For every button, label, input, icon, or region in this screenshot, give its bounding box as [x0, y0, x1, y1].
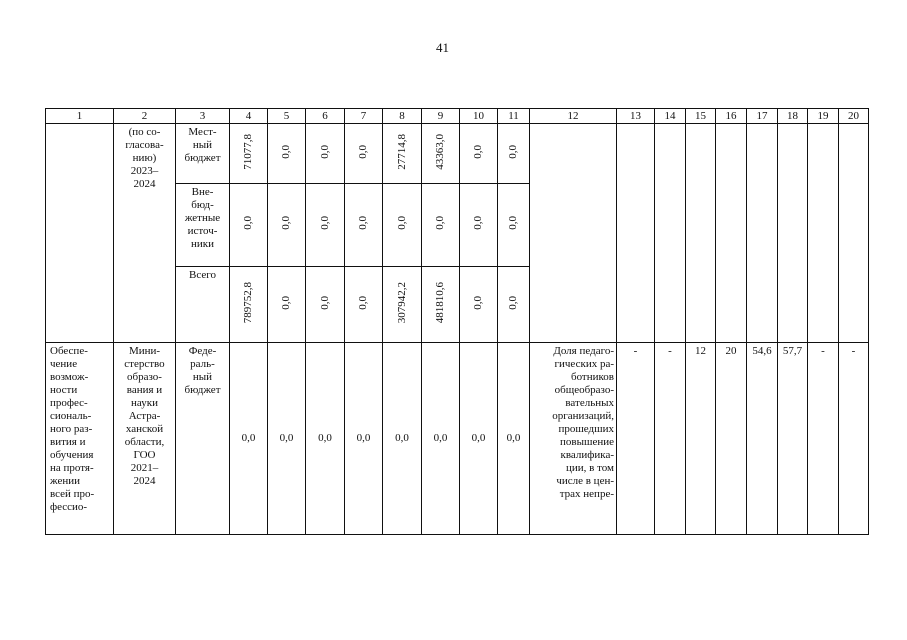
executor-period-cell: Мини- стерство образо- вания и науки Астра- ханской области, ГОО 2021– 2024 — [114, 343, 176, 535]
column-number: 2 — [114, 109, 176, 124]
indicator-value-cell: 54,6 — [747, 343, 778, 535]
indicator-name-cell: Доля педаго- гических ра- ботников общеобразо- вательных организаций, прошедших повышение квалифика- ции, в том числе в цен- трах непре- — [530, 343, 617, 535]
program-table — [45, 108, 869, 535]
value-cell: 43363,0 — [434, 133, 446, 170]
value-cell: 0,0 — [318, 295, 331, 310]
value-cell: 0,0 — [318, 216, 331, 230]
funding-source-cell: Всего — [176, 267, 230, 343]
column-number: 5 — [268, 109, 306, 124]
value-cell: 0,0 — [498, 343, 530, 535]
indicator-value-cell: 12 — [686, 343, 716, 535]
indicator-value-cell: - — [808, 343, 839, 535]
empty-cell — [808, 124, 839, 343]
empty-cell — [747, 124, 778, 343]
funding-source-cell: Феде- раль- ный бюджет — [176, 343, 230, 535]
value-cell: 0,0 — [460, 343, 498, 535]
value-cell: 71077,8 — [242, 133, 254, 170]
value-cell: 481810,6 — [434, 281, 446, 324]
column-number: 1 — [46, 109, 114, 124]
column-number: 15 — [686, 109, 716, 124]
value-cell: 0,0 — [230, 343, 268, 535]
column-number: 16 — [716, 109, 747, 124]
value-cell: 0,0 — [472, 144, 484, 159]
empty-cell — [655, 124, 686, 343]
empty-cell — [530, 124, 617, 343]
value-cell: 0,0 — [395, 216, 408, 230]
value-cell: 0,0 — [472, 216, 484, 230]
local-budget-row — [46, 124, 869, 184]
column-number: 13 — [617, 109, 655, 124]
value-cell: 0,0 — [268, 343, 306, 535]
value-cell: 0,0 — [318, 144, 331, 159]
empty-cell — [617, 124, 655, 343]
indicator-value-cell: 57,7 — [778, 343, 808, 535]
value-cell: 0,0 — [507, 144, 519, 159]
column-number: 7 — [345, 109, 383, 124]
event-name-cell: Обеспе- чение возмож- ности профес- сиональ- ного раз- вития и обучения на протя- жении всей про- фессио- — [46, 343, 114, 535]
value-cell: 0,0 — [280, 216, 292, 230]
column-number: 19 — [808, 109, 839, 124]
column-number: 12 — [530, 109, 617, 124]
value-cell: 0,0 — [357, 216, 369, 230]
indicator-value-cell: 20 — [716, 343, 747, 535]
column-number: 3 — [176, 109, 230, 124]
executor-period-cell: (по со- гласова- нию) 2023– 2024 — [114, 124, 176, 343]
value-cell: 0,0 — [422, 343, 460, 535]
page-number: 41 — [436, 40, 449, 55]
value-cell: 0,0 — [507, 216, 519, 230]
empty-cell — [839, 124, 869, 343]
indicator-value-cell: - — [617, 343, 655, 535]
empty-cell — [46, 124, 114, 343]
column-number: 11 — [498, 109, 530, 124]
value-cell: 27714,8 — [395, 133, 408, 170]
value-cell: 0,0 — [242, 216, 254, 230]
column-number: 10 — [460, 109, 498, 124]
column-number: 9 — [422, 109, 460, 124]
empty-cell — [686, 124, 716, 343]
indicator-value-cell: - — [839, 343, 869, 535]
value-cell: 0,0 — [345, 343, 383, 535]
indicator-value-cell: - — [655, 343, 686, 535]
value-cell: 0,0 — [357, 295, 369, 310]
value-cell: 0,0 — [507, 295, 519, 310]
column-number: 4 — [230, 109, 268, 124]
value-cell: 0,0 — [472, 295, 484, 310]
column-number: 8 — [383, 109, 422, 124]
column-number: 6 — [306, 109, 345, 124]
value-cell: 789752,8 — [242, 281, 254, 324]
value-cell: 0,0 — [383, 343, 422, 535]
value-cell: 307942,2 — [395, 281, 408, 324]
value-cell: 0,0 — [434, 216, 446, 230]
column-number: 18 — [778, 109, 808, 124]
value-cell: 0,0 — [280, 295, 292, 310]
funding-source-cell: Вне- бюд- жетные источ- ники — [176, 184, 230, 267]
value-cell: 0,0 — [306, 343, 345, 535]
empty-cell — [778, 124, 808, 343]
value-cell: 0,0 — [280, 144, 292, 159]
federal-budget-row — [46, 343, 869, 535]
funding-source-cell: Мест- ный бюджет — [176, 124, 230, 184]
column-number: 14 — [655, 109, 686, 124]
column-number: 20 — [839, 109, 869, 124]
value-cell: 0,0 — [357, 144, 369, 159]
empty-cell — [716, 124, 747, 343]
column-number-row — [46, 109, 869, 124]
column-number: 17 — [747, 109, 778, 124]
